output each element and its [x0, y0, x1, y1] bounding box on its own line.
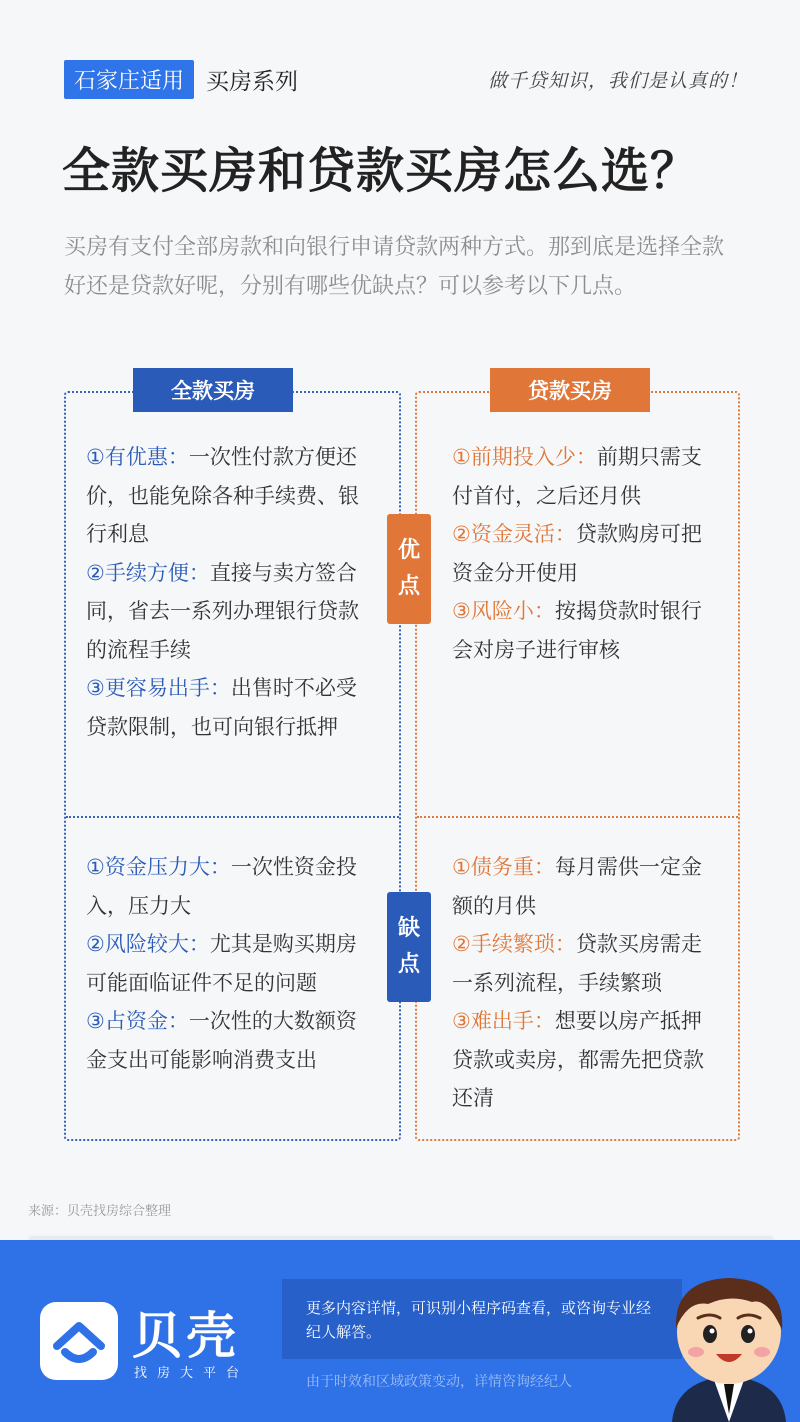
logo-text: 贝壳 [132, 1307, 240, 1365]
cons-badge-char-2: 点 [397, 952, 420, 977]
slogan: 做千贷知识，我们是认真的！ [487, 70, 748, 92]
pros-badge-char-2: 点 [397, 574, 420, 599]
pros-badge [387, 514, 431, 624]
list-item [86, 1002, 376, 1079]
footer-note: 更多内容详情，可识别小程序码查看，或咨询专业经纪人解答。 [306, 1299, 652, 1341]
list-item [452, 438, 718, 515]
loan-pros-list [452, 438, 718, 669]
full-cons-list [86, 848, 376, 1079]
list-item [86, 669, 376, 746]
list-item [86, 438, 376, 554]
list-item [452, 515, 718, 592]
item-key: ①债务重： [452, 855, 555, 879]
item-key: ③难出手： [452, 1009, 555, 1033]
footer-disclaimer: 由于时效和区域政策变动，详情咨询经纪人 [306, 1374, 572, 1390]
top-tags [64, 60, 298, 99]
item-key: ②资金灵活： [452, 522, 576, 546]
item-text: 尤其是购买期房可能面临证件不足的问题 [86, 932, 357, 995]
item-text: 一次性的大数额资金支出可能影响消费支出 [86, 1009, 357, 1072]
full-payment-label: 全款买房 [133, 368, 293, 412]
left-divider [66, 816, 399, 818]
agent-mascot-icon [658, 1268, 800, 1422]
item-key: ①前期投入少： [452, 445, 597, 469]
city-tag: 石家庄适用 [64, 60, 194, 99]
list-item [86, 925, 376, 1002]
item-text: 贷款买房需走一系列流程，手续繁琐 [452, 932, 702, 995]
item-key: ①资金压力大： [86, 855, 231, 879]
item-text: 每月需供一定金额的月供 [452, 855, 702, 918]
item-text: 直接与卖方签合同，省去一系列办理银行贷款的流程手续 [86, 560, 359, 662]
item-key: ③更容易出手： [86, 676, 231, 700]
list-item [452, 592, 718, 669]
item-text: 按揭贷款时银行会对房子进行审核 [452, 599, 702, 662]
item-key: ②风险较大： [86, 932, 210, 956]
series-label: 买房系列 [206, 69, 299, 95]
list-item [452, 925, 718, 1002]
item-text: 前期只需支付首付，之后还月供 [452, 445, 702, 508]
right-divider [417, 816, 738, 818]
list-item [86, 554, 376, 670]
item-text: 一次性付款方便还价，也能免除各种手续费、银行利息 [86, 445, 359, 546]
item-key: ③占资金： [86, 1009, 189, 1033]
logo-subtitle: 找房大平台 [134, 1366, 250, 1381]
cons-badge [387, 892, 431, 1002]
loan-label: 贷款买房 [490, 368, 650, 412]
list-item [86, 848, 376, 925]
cons-badge-char-1: 缺 [397, 916, 420, 941]
item-text: 贷款购房可把资金分开使用 [452, 522, 702, 585]
item-text: 出售时不必受贷款限制，也可向银行抵押 [86, 676, 357, 739]
intro-text: 买房有支付全部房款和向银行申请贷款两种方式。那到底是选择全款好还是贷款好呢，分别有哪些优缺点？可以参考以下几点。 [64, 235, 725, 299]
item-key: ②手续方便： [86, 560, 210, 585]
list-item [452, 1002, 718, 1118]
item-key: ①有优惠： [86, 445, 189, 469]
pros-badge-char-1: 优 [397, 538, 420, 563]
source-note: 来源：贝壳找房综合整理 [28, 1204, 172, 1219]
loan-cons-list [452, 848, 718, 1118]
full-pros-list [86, 438, 376, 746]
item-text: 一次性资金投入，压力大 [86, 855, 357, 918]
list-item [452, 848, 718, 925]
item-key: ③风险小： [452, 599, 555, 623]
item-key: ②手续繁琐： [452, 932, 576, 956]
page-title: 全款买房和贷款买房怎么选？ [62, 143, 700, 199]
beike-logo-icon [40, 1302, 118, 1380]
item-text: 想要以房产抵押贷款或卖房，都需先把贷款还清 [452, 1009, 704, 1110]
